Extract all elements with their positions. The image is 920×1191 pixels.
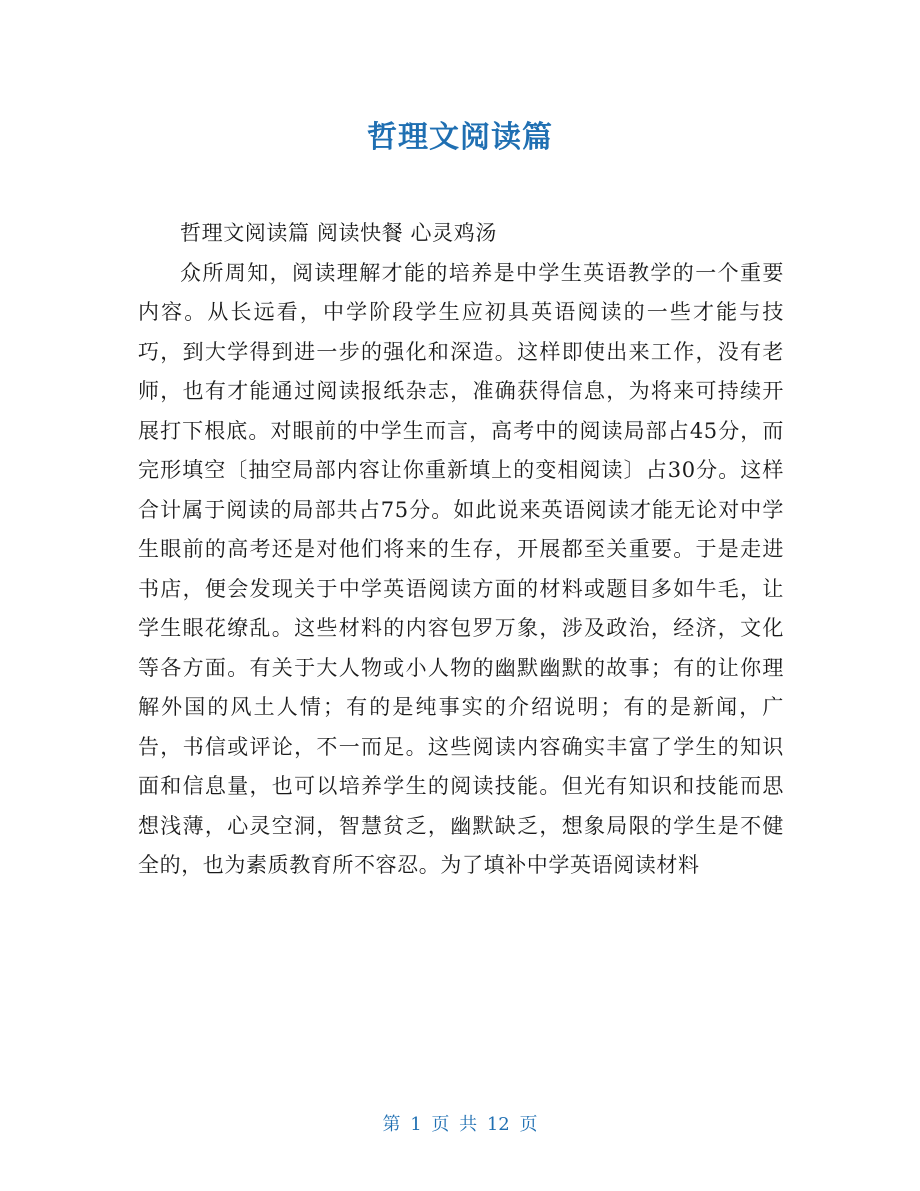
- page-number-footer: 第 1 页 共 12 页: [382, 1114, 538, 1135]
- document-title: 哲理文阅读篇: [367, 120, 553, 155]
- document-subtitle: 哲理文阅读篇 阅读快餐 心灵鸡汤: [180, 221, 497, 245]
- body-paragraph: 众所周知，阅读理解才能的培养是中学生英语教学的一个重要内容。从长远看，中学阶段学生应初具英语阅读的一些才能与技巧，到大学得到进一步的强化和深造。这样即使出来工作，没有老师，也有才能通过阅读报纸杂志，准确获得信息，为将来可持续开展打下根底。对眼前的中学生而言，高考中的阅读局部占45分，而完形填空〔抽空局部内容让你重新填上的变相阅读〕占30分。这样合计属于阅读的局部共占75分。如此说来英语阅读才能无论对中学生眼前的高考还是对他们将来的生存，开展都至关重要。于是走进书店，便会发现关于中学英语阅读方面的材料或题目多如牛毛，让学生眼花缭乱。这些材料的内容包罗万象，涉及政治，经济，文化等各方面。有关于大人物或小人物的幽默幽默的故事；有的让你理解外国的风土人情；有的是纯事实的介绍说明；有的是新闻，广告，书信或评论，不一而足。这些阅读内容确实丰富了学生的知识面和信息量，也可以培养学生的阅读技能。但光有知识和技能而思想浅薄，心灵空洞，智慧贫乏，幽默缺乏，想象局限的学生是不健全的，也为素质教育所不容忍。为了填补中学英语阅读材料: [138, 260, 784, 877]
- document-body: [138, 214, 784, 886]
